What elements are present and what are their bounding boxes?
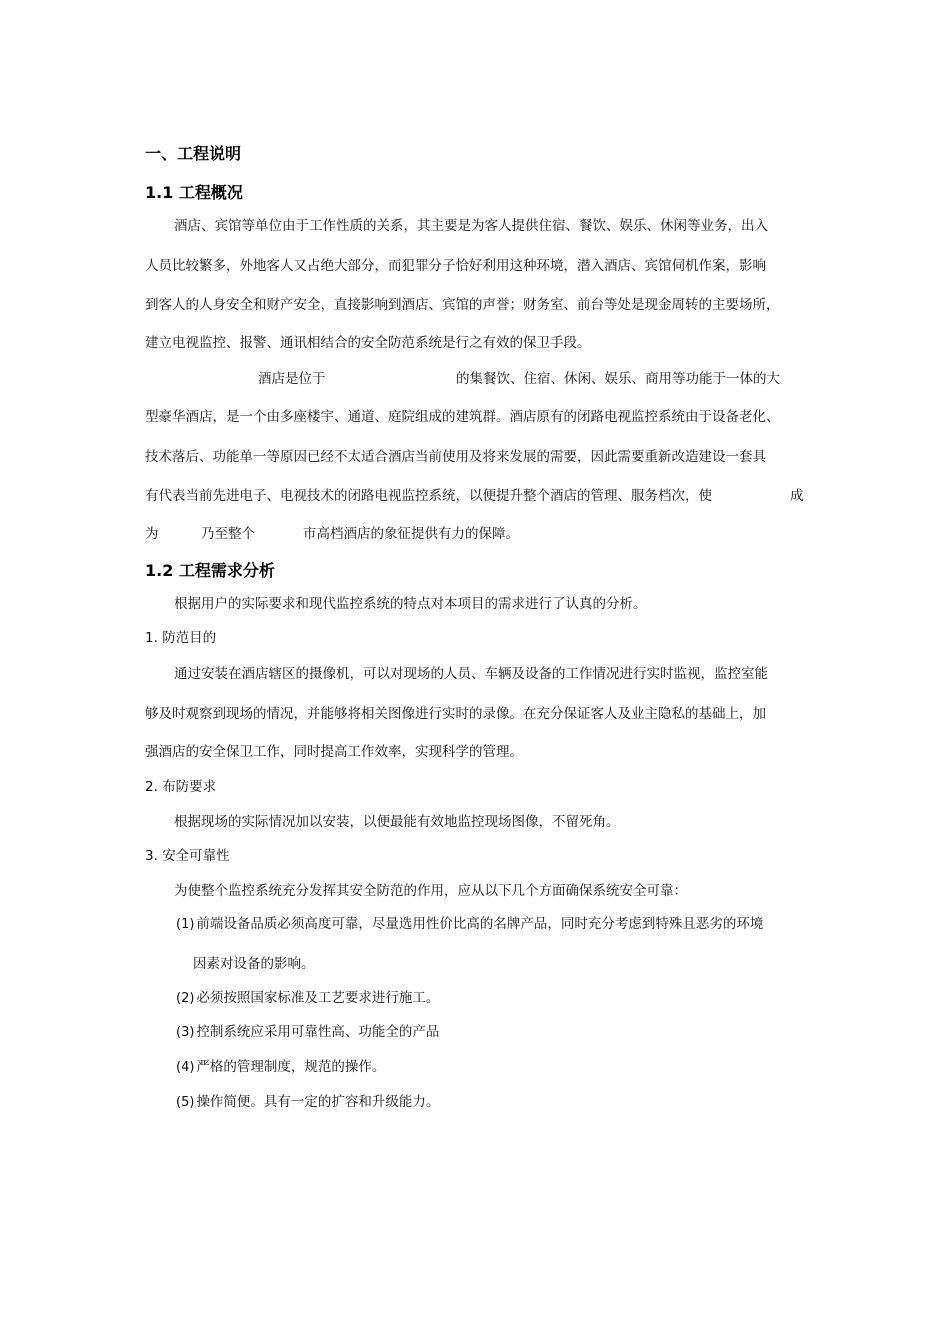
list-text: 控制系统应采用可靠性高、功能全的产品: [196, 1024, 440, 1040]
section-title: 一、工程说明: [145, 144, 242, 163]
item-number: 2.: [145, 779, 158, 795]
paragraph-fragment: 有代表当前先进电子、电视技术的闭路电视监控系统，以便提升整个酒店的管理、服务档次，使: [145, 488, 712, 504]
paragraph-fragment: 成: [790, 488, 804, 504]
list-text: 前端设备品质必须高度可靠，尽量选用性价比高的名牌产品，同时充分考虑到特殊且恶劣的环境: [196, 916, 764, 932]
list-number: (3): [176, 1025, 195, 1040]
list-item-continuation: 因素对设备的影响。: [193, 956, 315, 972]
paragraph-fragment: 为: [145, 526, 159, 542]
list-number: (2): [176, 991, 195, 1006]
list-item: [176, 914, 763, 935]
paragraph-line: 强酒店的安全保卫工作，同时提高工作效率，实现科学的管理。: [145, 744, 523, 760]
list-text: 必须按照国家标准及工艺要求进行施工。: [196, 990, 440, 1006]
list-number: (4): [176, 1060, 195, 1075]
item-number: 3.: [145, 848, 158, 864]
list-item: [176, 988, 439, 1009]
list-number: (1): [176, 917, 195, 932]
paragraph-line: 通过安装在酒店辖区的摄像机，可以对现场的人员、车辆及设备的工作情况进行实时监视，监控室能: [174, 666, 768, 682]
list-text: 操作简便。具有一定的扩容和升级能力。: [196, 1094, 440, 1110]
paragraph-fragment: 酒店是位于: [258, 371, 326, 387]
item-heading: [145, 846, 230, 866]
list-text: 严格的管理制度，规范的操作。: [196, 1059, 386, 1075]
item-number: 1.: [145, 630, 158, 646]
item-label: 布防要求: [162, 779, 217, 795]
item-heading: [145, 777, 216, 797]
item-label: 安全可靠性: [162, 848, 230, 864]
subsection-title-requirements: 1.2 工程需求分析: [145, 561, 275, 580]
paragraph-line: 人员比较繁多，外地客人又占绝大部分，而犯罪分子恰好利用这种环境，潜入酒店、宾馆伺机作案，影响: [145, 258, 766, 274]
paragraph-line: 根据用户的实际要求和现代监控系统的特点对本项目的需求进行了认真的分析。: [174, 596, 647, 612]
subsection-title-overview: 1.1 工程概况: [145, 183, 243, 202]
paragraph-line: 型豪华酒店，是一个由多座楼宇、通道、庭院组成的建筑群。酒店原有的闭路电视监控系统由于设备老化、: [145, 409, 780, 425]
item-label: 防范目的: [162, 630, 217, 646]
paragraph-fragment: 的集餐饮、住宿、休闲、娱乐、商用等功能于一体的大: [456, 371, 780, 387]
paragraph-fragment: 市高档酒店的象征提供有力的保障。: [303, 526, 519, 542]
paragraph-line: 够及时观察到现场的情况，并能够将相关图像进行实时的录像。在充分保证客人及业主隐私的基础上，加: [145, 706, 766, 722]
paragraph-fragment: 乃至整个: [201, 526, 255, 542]
paragraph-line: 到客人的人身安全和财产安全，直接影响到酒店、宾馆的声誉；财务室、前台等处是现金周转的主要场所，: [145, 297, 780, 313]
item-heading: [145, 628, 216, 648]
paragraph-line: 为使整个监控系统充分发挥其安全防范的作用，应从以下几个方面确保系统安全可靠：: [174, 883, 687, 899]
paragraph-line: 酒店、宾馆等单位由于工作性质的关系，其主要是为客人提供住宿、餐饮、娱乐、休闲等业务，出入: [174, 218, 768, 234]
paragraph-line: 根据现场的实际情况加以安装，以便最能有效地监控现场图像，不留死角。: [174, 814, 620, 830]
paragraph-line: 技术落后、功能单一等原因已经不太适合酒店当前使用及将来发展的需要，因此需要重新改造建设一套具: [145, 449, 766, 465]
list-item: [176, 1022, 439, 1043]
list-number: (5): [176, 1095, 195, 1110]
list-item: [176, 1092, 439, 1113]
paragraph-line: 建立电视监控、报警、通讯相结合的安全防范系统是行之有效的保卫手段。: [145, 335, 591, 351]
list-item: [176, 1057, 385, 1078]
